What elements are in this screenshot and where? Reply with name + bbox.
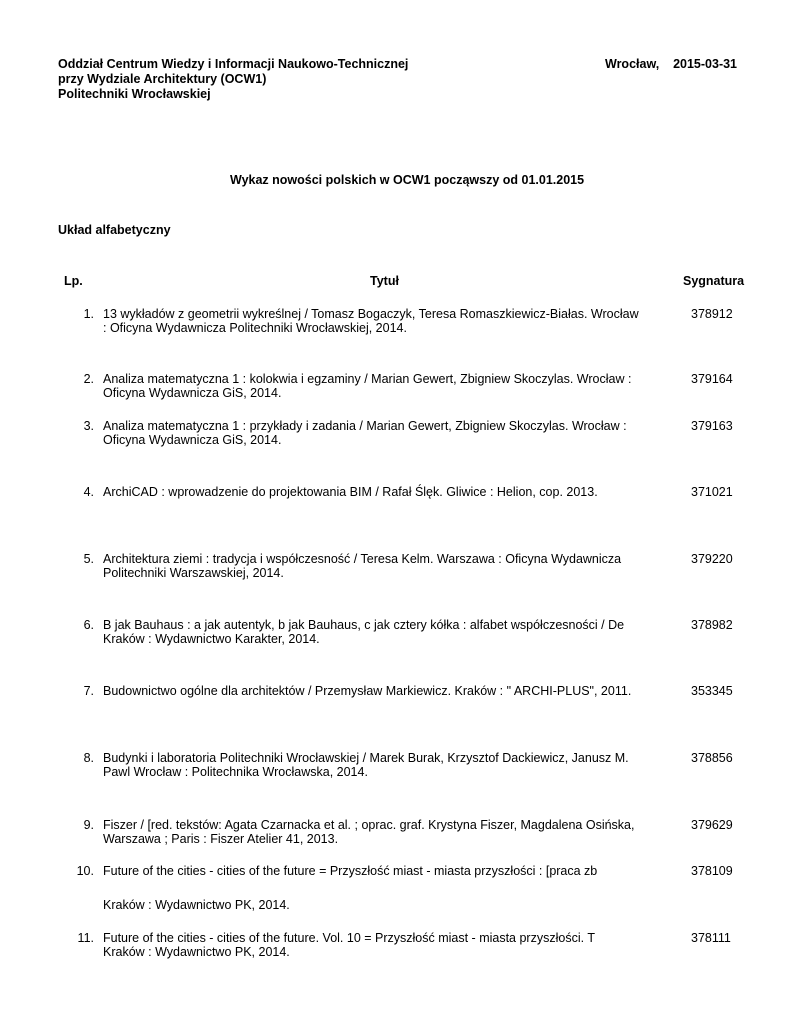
row-number: 2. [83, 372, 94, 386]
row-signature: 379163 [691, 419, 733, 433]
row-title [103, 372, 673, 400]
row-title [103, 864, 673, 912]
row-number: 8. [83, 751, 94, 765]
row-title [103, 751, 673, 779]
row-number: 3. [83, 419, 94, 433]
row-title [103, 684, 673, 698]
row-title-line: Budynki i laboratoria Politechniki Wrocławskiej / Marek Burak, Krzysztof Dackiewicz, Janusz M. [103, 751, 629, 765]
row-title [103, 618, 673, 646]
row-signature: 378912 [691, 307, 733, 321]
column-header-lp: Lp. [64, 274, 83, 288]
row-title-line: ArchiCAD : wprowadzenie do projektowania BIM / Rafał Ślęk. Gliwice : Helion, cop. 2013. [103, 485, 598, 499]
row-title-line: 13 wykładów z geometrii wykreślnej / Tomasz Bogaczyk, Teresa Romaszkiewicz-Białas. Wrocław [103, 307, 639, 321]
row-title-line: Budownictwo ogólne dla architektów / Przemysław Markiewicz. Kraków : " ARCHI-PLUS", 2011. [103, 684, 632, 698]
row-signature: 353345 [691, 684, 733, 698]
row-title [103, 485, 673, 499]
row-signature: 378111 [691, 931, 731, 945]
column-header-signature: Sygnatura [683, 274, 745, 288]
row-title-line: Analiza matematyczna 1 : kolokwia i egzaminy / Marian Gewert, Zbigniew Skoczylas. Wrocław : [103, 372, 632, 386]
row-title-line: Oficyna Wydawnicza GiS, 2014. [103, 433, 282, 447]
row-number: 1. [83, 307, 94, 321]
row-signature: 371021 [691, 485, 733, 499]
row-title-line: Politechniki Warszawskiej, 2014. [103, 566, 284, 580]
row-title-line: B jak Bauhaus : a jak autentyk, b jak Bauhaus, c jak cztery kółka : alfabet współczesności / De [103, 618, 625, 632]
row-title-line: Future of the cities - cities of the future = Przyszłość miast - miasta przyszłości : [praca zb [103, 864, 598, 878]
row-title-line: Fiszer / [red. tekstów: Agata Czarnacka et al. ; oprac. graf. Krystyna Fiszer, Magdalena Osińska, [103, 818, 635, 832]
org-line-2: przy Wydziale Architektury (OCW1) [58, 72, 267, 86]
row-number: 10. [76, 864, 94, 878]
row-number: 7. [83, 684, 94, 698]
row-signature: 379220 [691, 552, 733, 566]
row-signature: 379164 [691, 372, 733, 386]
row-title-line: Analiza matematyczna 1 : przykłady i zadania / Marian Gewert, Zbigniew Skoczylas. Wrocław : [103, 419, 627, 433]
row-signature: 379629 [691, 818, 733, 832]
row-signature: 378982 [691, 618, 733, 632]
row-title-line: Oficyna Wydawnicza GiS, 2014. [103, 386, 282, 400]
document-title: Wykaz nowości polskich w OCW1 począwszy od 01.01.2015 [230, 173, 585, 187]
row-title [103, 552, 673, 580]
org-line-1: Oddział Centrum Wiedzy i Informacji Naukowo-Technicznej [58, 57, 409, 71]
row-number: 11. [77, 931, 94, 945]
row-title [103, 307, 673, 335]
org-line-3: Politechniki Wrocławskiej [58, 87, 211, 101]
column-header-title: Tytuł [370, 274, 399, 288]
row-signature: 378109 [691, 864, 733, 878]
row-title [103, 931, 673, 959]
row-title-line: Kraków : Wydawnictwo PK, 2014. [103, 898, 290, 912]
row-title [103, 419, 673, 447]
row-title-line: Future of the cities - cities of the future. Vol. 10 = Przyszłość miast - miasta przyszłości. T [103, 931, 595, 945]
row-title-line: Warszawa ; Paris : Fiszer Atelier 41, 2013. [103, 832, 339, 846]
section-heading: Układ alfabetyczny [58, 223, 171, 237]
row-title-line: Pawl Wrocław : Politechnika Wrocławska, 2014. [103, 765, 368, 779]
row-number: 9. [83, 818, 94, 832]
row-title-line: Architektura ziemi : tradycja i współczesność / Teresa Kelm. Warszawa : Oficyna Wydawnicza [103, 552, 622, 566]
row-title-line: : Oficyna Wydawnicza Politechniki Wrocławskiej, 2014. [103, 321, 407, 335]
row-title [103, 818, 673, 846]
row-title-line: Kraków : Wydawnictwo Karakter, 2014. [103, 632, 320, 646]
place-date: Wrocław, 2015-03-31 [605, 57, 738, 71]
row-number: 5. [83, 552, 94, 566]
row-number: 6. [83, 618, 94, 632]
row-title-line: Kraków : Wydawnictwo PK, 2014. [103, 945, 290, 959]
row-signature: 378856 [691, 751, 733, 765]
row-title-line [103, 878, 673, 898]
row-number: 4. [83, 485, 94, 499]
